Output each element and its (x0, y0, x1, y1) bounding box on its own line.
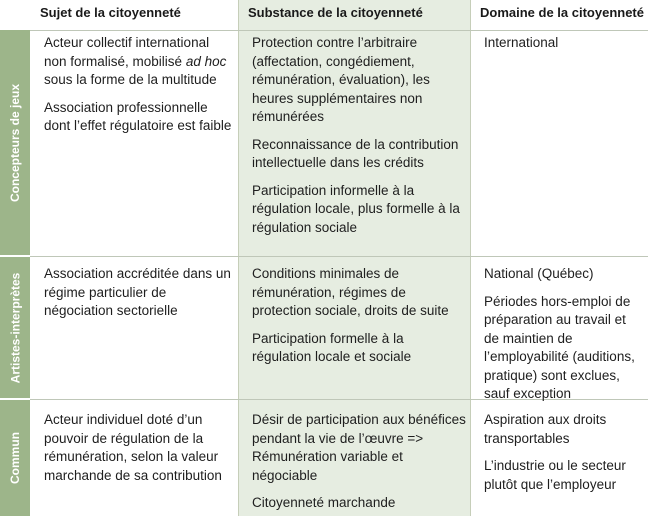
row-label-commun: Commun (0, 400, 30, 516)
cell-paragraph: Périodes hors-emploi de préparation au travail et de maintien de l’employabilité (auditions, pratique) sont exclues, sauf exception (484, 293, 635, 401)
cell-substance-concepteurs (238, 34, 470, 246)
cell-paragraph: Aspiration aux droits transportables (484, 412, 607, 446)
cell-paragraph: Reconnaissance de la contribution intellectuelle dans les crédits (252, 136, 459, 170)
cell-paragraph: Protection contre l’arbitraire (affectation, congédiement, rémunération, évaluation), les heures supplémentaires non rémunérées (252, 35, 430, 124)
row-label-artistes: Artistes-interprètes (0, 257, 30, 398)
cell-paragraph: Conditions minimales de rémunération, régimes de protection sociale, droits de suite (252, 266, 449, 318)
cell-paragraph: Acteur individuel doté d’un pouvoir de régulation de la rémunération, selon la valeur marchande de sa contribution (44, 412, 222, 483)
cell-sujet-concepteurs (30, 34, 238, 145)
cell-paragraph: Participation informelle à la régulation locale, plus formelle à la régulation sociale (252, 182, 460, 235)
cell-paragraph: L’industrie ou le secteur plutôt que l’employeur (484, 458, 626, 492)
cell-paragraph: Désir de participation aux bénéfices pendant la vie de l’œuvre => Rémunération variable et négociable (252, 412, 466, 483)
row-label-concepteurs: Concepteurs de jeux (0, 30, 30, 255)
cell-domaine-commun (470, 411, 648, 503)
cell-paragraph: International (484, 35, 559, 50)
cell-sujet-artistes (30, 265, 238, 330)
cell-paragraph: Participation formelle à la régulation locale et sociale (252, 330, 412, 364)
cell-domaine-concepteurs (470, 34, 648, 62)
cell-substance-commun (238, 411, 470, 522)
cell-paragraph: Association accréditée dans un régime particulier de négociation sectorielle (44, 266, 231, 318)
cell-sujet-commun (30, 411, 238, 494)
cell-substance-artistes (238, 265, 470, 376)
cell-paragraph: Acteur collectif international non formalisé, mobilisé ad hoc sous la forme de la multitude (44, 35, 227, 87)
cell-domaine-artistes (470, 265, 648, 413)
cell-paragraph: Citoyenneté marchande (252, 495, 396, 510)
header-substance: Substance de la citoyenneté (248, 5, 423, 20)
header-domaine: Domaine de la citoyenneté (480, 5, 644, 20)
header-sujet: Sujet de la citoyenneté (40, 5, 181, 20)
cell-paragraph: National (Québec) (484, 266, 594, 281)
row-divider (30, 30, 648, 31)
cell-paragraph: Association professionnelle dont l’effet régulatoire est faible (44, 99, 232, 133)
row-divider (30, 256, 648, 257)
